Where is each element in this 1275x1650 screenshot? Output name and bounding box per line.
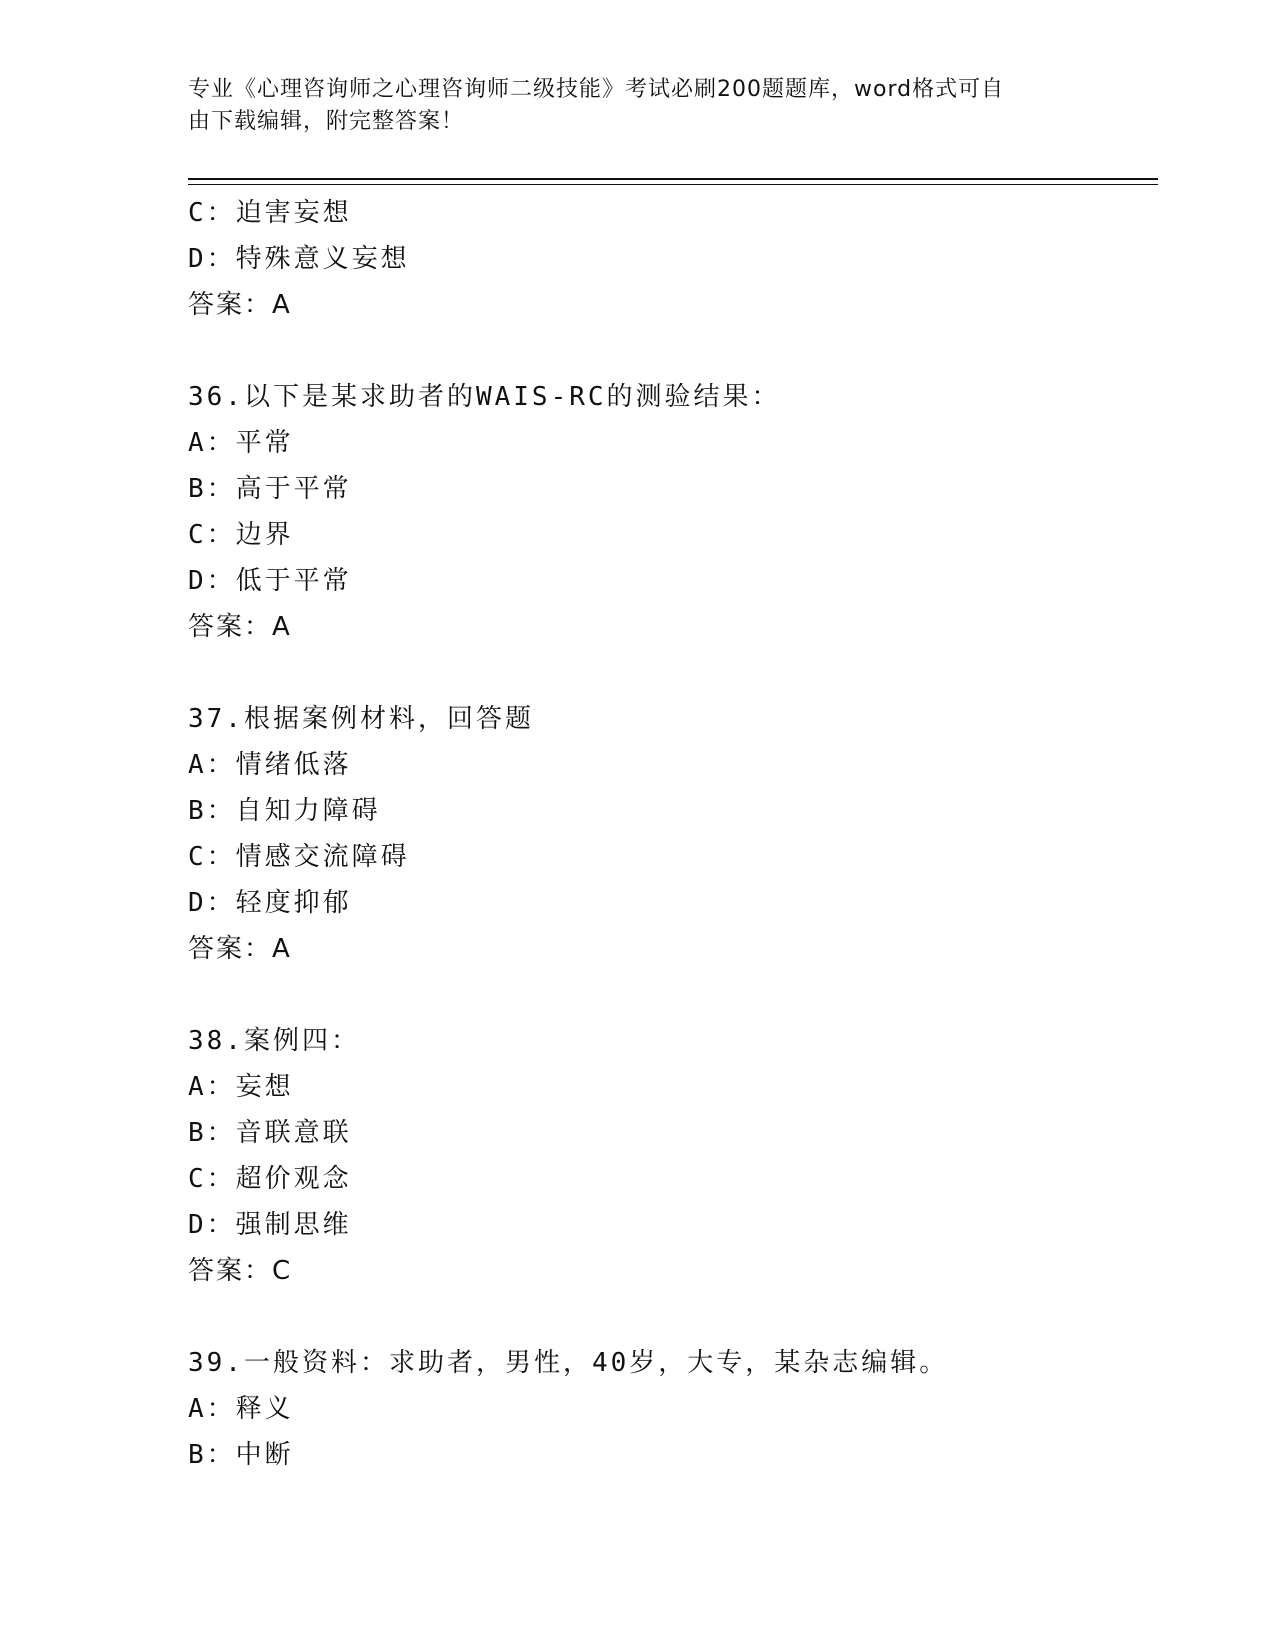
option-c: C：情感交流障碍 — [188, 842, 410, 872]
spacer — [188, 972, 1158, 1018]
spacer — [188, 650, 1158, 696]
option-a: A：释义 — [188, 1394, 294, 1424]
question-stem-38: 38.案例四： — [188, 1026, 360, 1056]
question-list — [188, 190, 1158, 1478]
header-divider-thick — [188, 178, 1158, 180]
option-b: B：中断 — [188, 1440, 294, 1470]
header-line-2: 由下载编辑，附完整答案！ — [188, 109, 465, 134]
option-d: D：强制思维 — [188, 1210, 352, 1240]
answer-line: 答案：A — [188, 612, 292, 642]
spacer — [188, 328, 1158, 374]
option-b: B：音联意联 — [188, 1118, 352, 1148]
document-header — [188, 74, 1068, 138]
answer-line: 答案：A — [188, 290, 292, 320]
question-stem-36: 36.以下是某求助者的WAIS-RC的测验结果： — [188, 382, 781, 412]
question-stem-39: 39.一般资料：求助者，男性，40岁，大专，某杂志编辑。 — [188, 1348, 949, 1378]
question-stem-37: 37.根据案例材料，回答题 — [188, 704, 534, 734]
option-b: B：高于平常 — [188, 474, 352, 504]
option-d: D：特殊意义妄想 — [188, 244, 410, 274]
header-divider-thin — [188, 184, 1158, 185]
option-a: A：情绪低落 — [188, 750, 352, 780]
option-c: C：边界 — [188, 520, 294, 550]
option-b: B：自知力障碍 — [188, 796, 381, 826]
option-a: A：平常 — [188, 428, 294, 458]
option-d: D：轻度抑郁 — [188, 888, 352, 918]
header-line-1: 专业《心理咨询师之心理咨询师二级技能》考试必刷200题题库，word格式可自 — [188, 77, 1005, 102]
option-a: A：妄想 — [188, 1072, 294, 1102]
spacer — [188, 1294, 1158, 1340]
option-c: C：迫害妄想 — [188, 198, 352, 228]
answer-line: 答案：C — [188, 1256, 293, 1286]
option-d: D：低于平常 — [188, 566, 352, 596]
answer-line: 答案：A — [188, 934, 292, 964]
option-c: C：超价观念 — [188, 1164, 352, 1194]
